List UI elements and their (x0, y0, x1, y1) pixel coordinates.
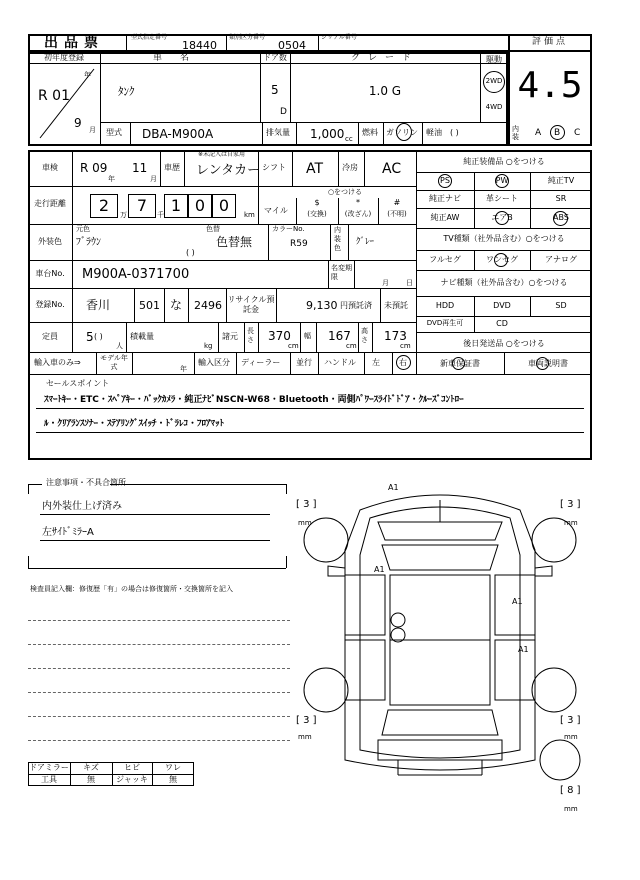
score-value: 4.5 (517, 65, 583, 106)
equip-abs: ABS (553, 213, 569, 222)
equip-navi: 純正ナビ (429, 194, 461, 203)
year-unit: 年 (84, 71, 91, 79)
note-line-1: 内外装仕上げ済み (42, 501, 122, 512)
fuel-other: ( ) (450, 128, 459, 137)
navi-hdd: HDD (435, 301, 455, 310)
inspection-era: R 09 (80, 161, 108, 175)
load-label: 積載量 (130, 332, 154, 341)
recycle-label: リサイクル預託金 (227, 295, 275, 314)
length-cm: cm (288, 342, 299, 350)
car-diagram (290, 470, 600, 820)
equip-ps-circle (438, 174, 452, 188)
tire-rr-mm: mm (564, 733, 578, 741)
fuel-label: 燃料 (362, 128, 378, 137)
later-warranty-circle (452, 357, 465, 370)
repaint-value: 色替無 (216, 235, 253, 249)
mileage-km: km (244, 211, 255, 219)
damage-right-rear: A1 (518, 645, 529, 654)
height-label: 高さ (361, 327, 368, 344)
history-label: 車歴 (164, 163, 180, 172)
equip-leather: 革シート (486, 194, 518, 203)
handle-right-circle (396, 355, 411, 370)
equip-airbag: エアB (491, 213, 513, 222)
first-reg-era: R 01 (38, 88, 70, 104)
reg-number: 2496 (194, 299, 222, 312)
length-value: 370 (268, 329, 291, 343)
mileage-digit-3: 1 (170, 196, 182, 215)
cc-unit: cc (345, 135, 353, 143)
equip-airbag-circle (495, 211, 509, 225)
interior-color: ｸﾞﾚｰ (356, 237, 375, 247)
mileage-label: 走行距離 (34, 199, 66, 208)
legend-jack: ジャッキ (116, 775, 148, 784)
mile-label: マイル (264, 206, 288, 215)
navi-dvd-play: DVD再生可 (426, 319, 464, 327)
dims-label: 諸元 (222, 332, 238, 341)
interior-b: B (554, 128, 561, 138)
legend-break: ワレ (165, 763, 181, 772)
color-no-label: カラーNo. (272, 225, 305, 233)
later-title: 後日発送品 ○をつける (463, 339, 545, 348)
door-type: D (280, 107, 287, 117)
change-day-unit: 日 (406, 279, 413, 287)
capacity-label: 定員 (42, 332, 58, 341)
unknown-sym: # (393, 198, 401, 207)
tv-fullseg: フルセグ (429, 255, 461, 264)
mileage-man: 万 (120, 211, 127, 219)
recycle-unit: 円預託済 (340, 301, 372, 310)
mileage-digit-2: 7 (136, 196, 148, 215)
import-class-label: 輸入区分 (198, 358, 230, 367)
height-value: 173 (384, 329, 407, 343)
tv-analog: アナログ (545, 255, 577, 264)
navi-sd: SD (555, 301, 567, 310)
equip-abs-circle (553, 211, 568, 226)
chassis-label: 車台No. (35, 269, 65, 278)
navi-cd: CD (496, 319, 508, 328)
width-value: 167 (328, 329, 351, 343)
recycle-value: 9,130 (306, 299, 338, 312)
registration-label: 登録No. (35, 300, 65, 309)
damage-right-door: A1 (512, 597, 523, 606)
displacement-value: 1,000 (310, 127, 345, 141)
inspection-month-unit: 月 (150, 175, 157, 183)
equip-sr: SR (555, 194, 567, 203)
reg-kana: な (170, 298, 183, 312)
navi-title: ナビ種類（社外品含む）○をつける (440, 278, 568, 287)
fuel-gasoline-circle (396, 123, 412, 141)
sales-line-2: ﾙ・ｸﾘｱﾗﾝｽｿﾅｰ・ｽﾃｱﾘﾝｸﾞｽｲｯﾁ・ﾄﾞﾗﾚｺ・ﾌﾛｱﾏｯﾄ (44, 419, 225, 429)
form-title: 出品票 (44, 35, 104, 51)
inspection-label: 車検 (42, 163, 58, 172)
legend-crack: ヒビ (124, 763, 140, 772)
mileage-digit-5: 0 (218, 196, 230, 215)
interior-a: A (535, 128, 542, 138)
tv-oneseg: ワンセグ (486, 255, 518, 264)
tv-oneseg-circle (494, 253, 508, 267)
sales-label: セールスポイント (46, 379, 110, 388)
recycle-unpaid: 未預託 (384, 301, 408, 310)
notes-label: 注意事項・不具合箇所 (46, 478, 126, 487)
car-name-label: 車名 (152, 53, 207, 63)
tire-fl-depth: [ 3 ] (296, 499, 317, 510)
reg-class: 501 (139, 299, 160, 312)
exchange-label: (交換) (307, 210, 327, 218)
change-month-unit: 月 (382, 279, 389, 287)
equip-pw-circle (495, 174, 509, 188)
spare-mm: mm (564, 805, 578, 813)
ac-value: AC (382, 161, 402, 177)
inspection-year-unit: 年 (108, 175, 115, 183)
handle-label: ハンドル (324, 358, 356, 367)
type-no-label: 型式指定番号 (131, 34, 168, 41)
mileage-digit-4: 0 (194, 196, 206, 215)
later-manual: 車両説明書 (528, 359, 568, 368)
doors-label: ドア数 (263, 53, 287, 62)
handle-left: 左 (372, 358, 380, 367)
tire-rl-depth: [ 3 ] (296, 715, 317, 726)
legend-scratch: キズ (83, 763, 99, 772)
tire-fr-mm: mm (564, 519, 578, 527)
capacity-paren: ( ) (94, 332, 103, 341)
later-warranty: 新車保証書 (440, 359, 480, 368)
tire-fl-mm: mm (298, 519, 312, 527)
displacement-label: 排気量 (266, 128, 290, 137)
import-parallel: 並行 (296, 358, 312, 367)
reg-region: 香川 (86, 298, 111, 312)
inspection-month: 11 (132, 161, 148, 175)
legend-jack-value: 無 (169, 775, 177, 784)
name-change-label: 名変期限 (331, 264, 352, 281)
class-no-label: 類別区分番号 (229, 34, 266, 41)
month-unit: 月 (89, 126, 96, 134)
drive-label: 駆動 (486, 55, 502, 64)
type-no: 18440 (182, 39, 217, 52)
genuine-title: 純正装備品 ○をつける (463, 157, 545, 166)
tire-rl-mm: mm (298, 733, 312, 741)
color-label: 外装色 (38, 237, 62, 246)
width-cm: cm (346, 342, 357, 350)
note-line-2: 左ｻｲﾄﾞﾐﾗｰA (42, 527, 94, 538)
repaint-label: 色替 (206, 225, 220, 233)
interior-b-circle (550, 125, 565, 140)
shift-label: シフト (262, 163, 286, 172)
damage-front: A1 (388, 483, 399, 492)
spare-depth: [ 8 ] (560, 785, 581, 796)
interior-color-label: 内装色 (334, 226, 341, 252)
class-no: 0504 (278, 39, 306, 52)
grade-label: グレード (350, 53, 419, 63)
shift-value: AT (306, 161, 324, 177)
interior-c: C (574, 128, 581, 138)
legend-tools-value: 無 (87, 775, 95, 784)
tire-fr-depth: [ 3 ] (560, 499, 581, 510)
legend-mirror: ドアミラー (29, 763, 69, 772)
model-year-unit: 年 (180, 365, 187, 373)
drive-2wd: 2WD (485, 77, 503, 85)
capacity-person: 人 (116, 342, 123, 350)
unknown-label: (不明) (387, 210, 407, 218)
grade-value: 1.0 G (368, 84, 402, 98)
mileage-digit-1: 2 (98, 196, 110, 215)
width-label: 幅 (304, 332, 311, 340)
fuel-diesel: 軽油 (426, 128, 442, 137)
ac-label: 冷房 (342, 163, 358, 172)
first-reg-month: 9 (74, 116, 82, 130)
inspector-label: 検査員記入欄：修復歴「有」の場合は修復箇所・交換箇所を記入 (30, 585, 233, 593)
later-manual-circle (536, 357, 549, 370)
drive-4wd: 4WD (485, 103, 503, 111)
capacity-value: 5 (86, 330, 94, 344)
chassis-value: M900A-0371700 (82, 267, 190, 282)
tv-title: TV種類（社外品含む）○をつける (443, 234, 565, 243)
tamper-label: (改ざん) (344, 210, 372, 218)
mileage-circle-note: ○をつける (327, 188, 363, 196)
navi-dvd: DVD (493, 301, 511, 310)
exchange-sym: $ (314, 198, 320, 207)
doors-value: 5 (271, 83, 279, 97)
equip-aw: 純正AW (430, 213, 460, 222)
tire-rr-depth: [ 3 ] (560, 715, 581, 726)
serial-label: シリアル番号 (321, 34, 357, 41)
equip-tv: 純正TV (547, 176, 575, 185)
length-label: 長さ (247, 327, 254, 344)
handle-right: 右 (399, 358, 407, 367)
orig-color: ﾌﾞﾗｳﾝ (76, 237, 101, 248)
damage-left-mirror: A1 (374, 565, 385, 574)
height-cm: cm (400, 342, 411, 350)
load-kg: kg (204, 342, 213, 350)
orig-color-label: 元色 (76, 225, 90, 233)
equip-ps: PS (440, 176, 450, 185)
car-name: ﾀﾝｸ (118, 85, 135, 98)
fuel-gasoline: ガソリン (386, 128, 418, 137)
first-reg-label: 初年度登録 (44, 53, 84, 62)
model-year-label: モデル年式 (100, 354, 128, 371)
model-value: DBA-M900A (142, 127, 214, 141)
sales-line-1: ｽﾏｰﾄｷｰ・ETC・ｽﾍﾟｱｷｰ・ﾊﾞｯｸｶﾒﾗ・純正ﾅﾋﾞNSCN-W68・Bluetooth・両側ﾊﾟﾜｰｽﾗｲﾄﾞﾄﾞｱ・ｸﾙｰｽﾞｺﾝﾄﾛｰ (44, 395, 464, 405)
import-label: 輸入車のみ⇒ (34, 358, 81, 367)
score-label: 評価点 (531, 37, 568, 47)
model-label: 型式 (106, 128, 122, 137)
color-no: R59 (290, 239, 308, 249)
mileage-sen: 千 (157, 211, 164, 219)
interior-label: 内装 (512, 125, 519, 141)
repaint-paren: ( ) (186, 248, 195, 257)
import-dealer: ディーラー (241, 358, 281, 367)
history-note: ※未記入は自家用 (198, 151, 246, 158)
equip-pw: PW (495, 176, 509, 185)
legend-tools: 工具 (41, 775, 57, 784)
tamper-sym: * (356, 198, 360, 207)
history-value: レンタカー (196, 163, 261, 178)
